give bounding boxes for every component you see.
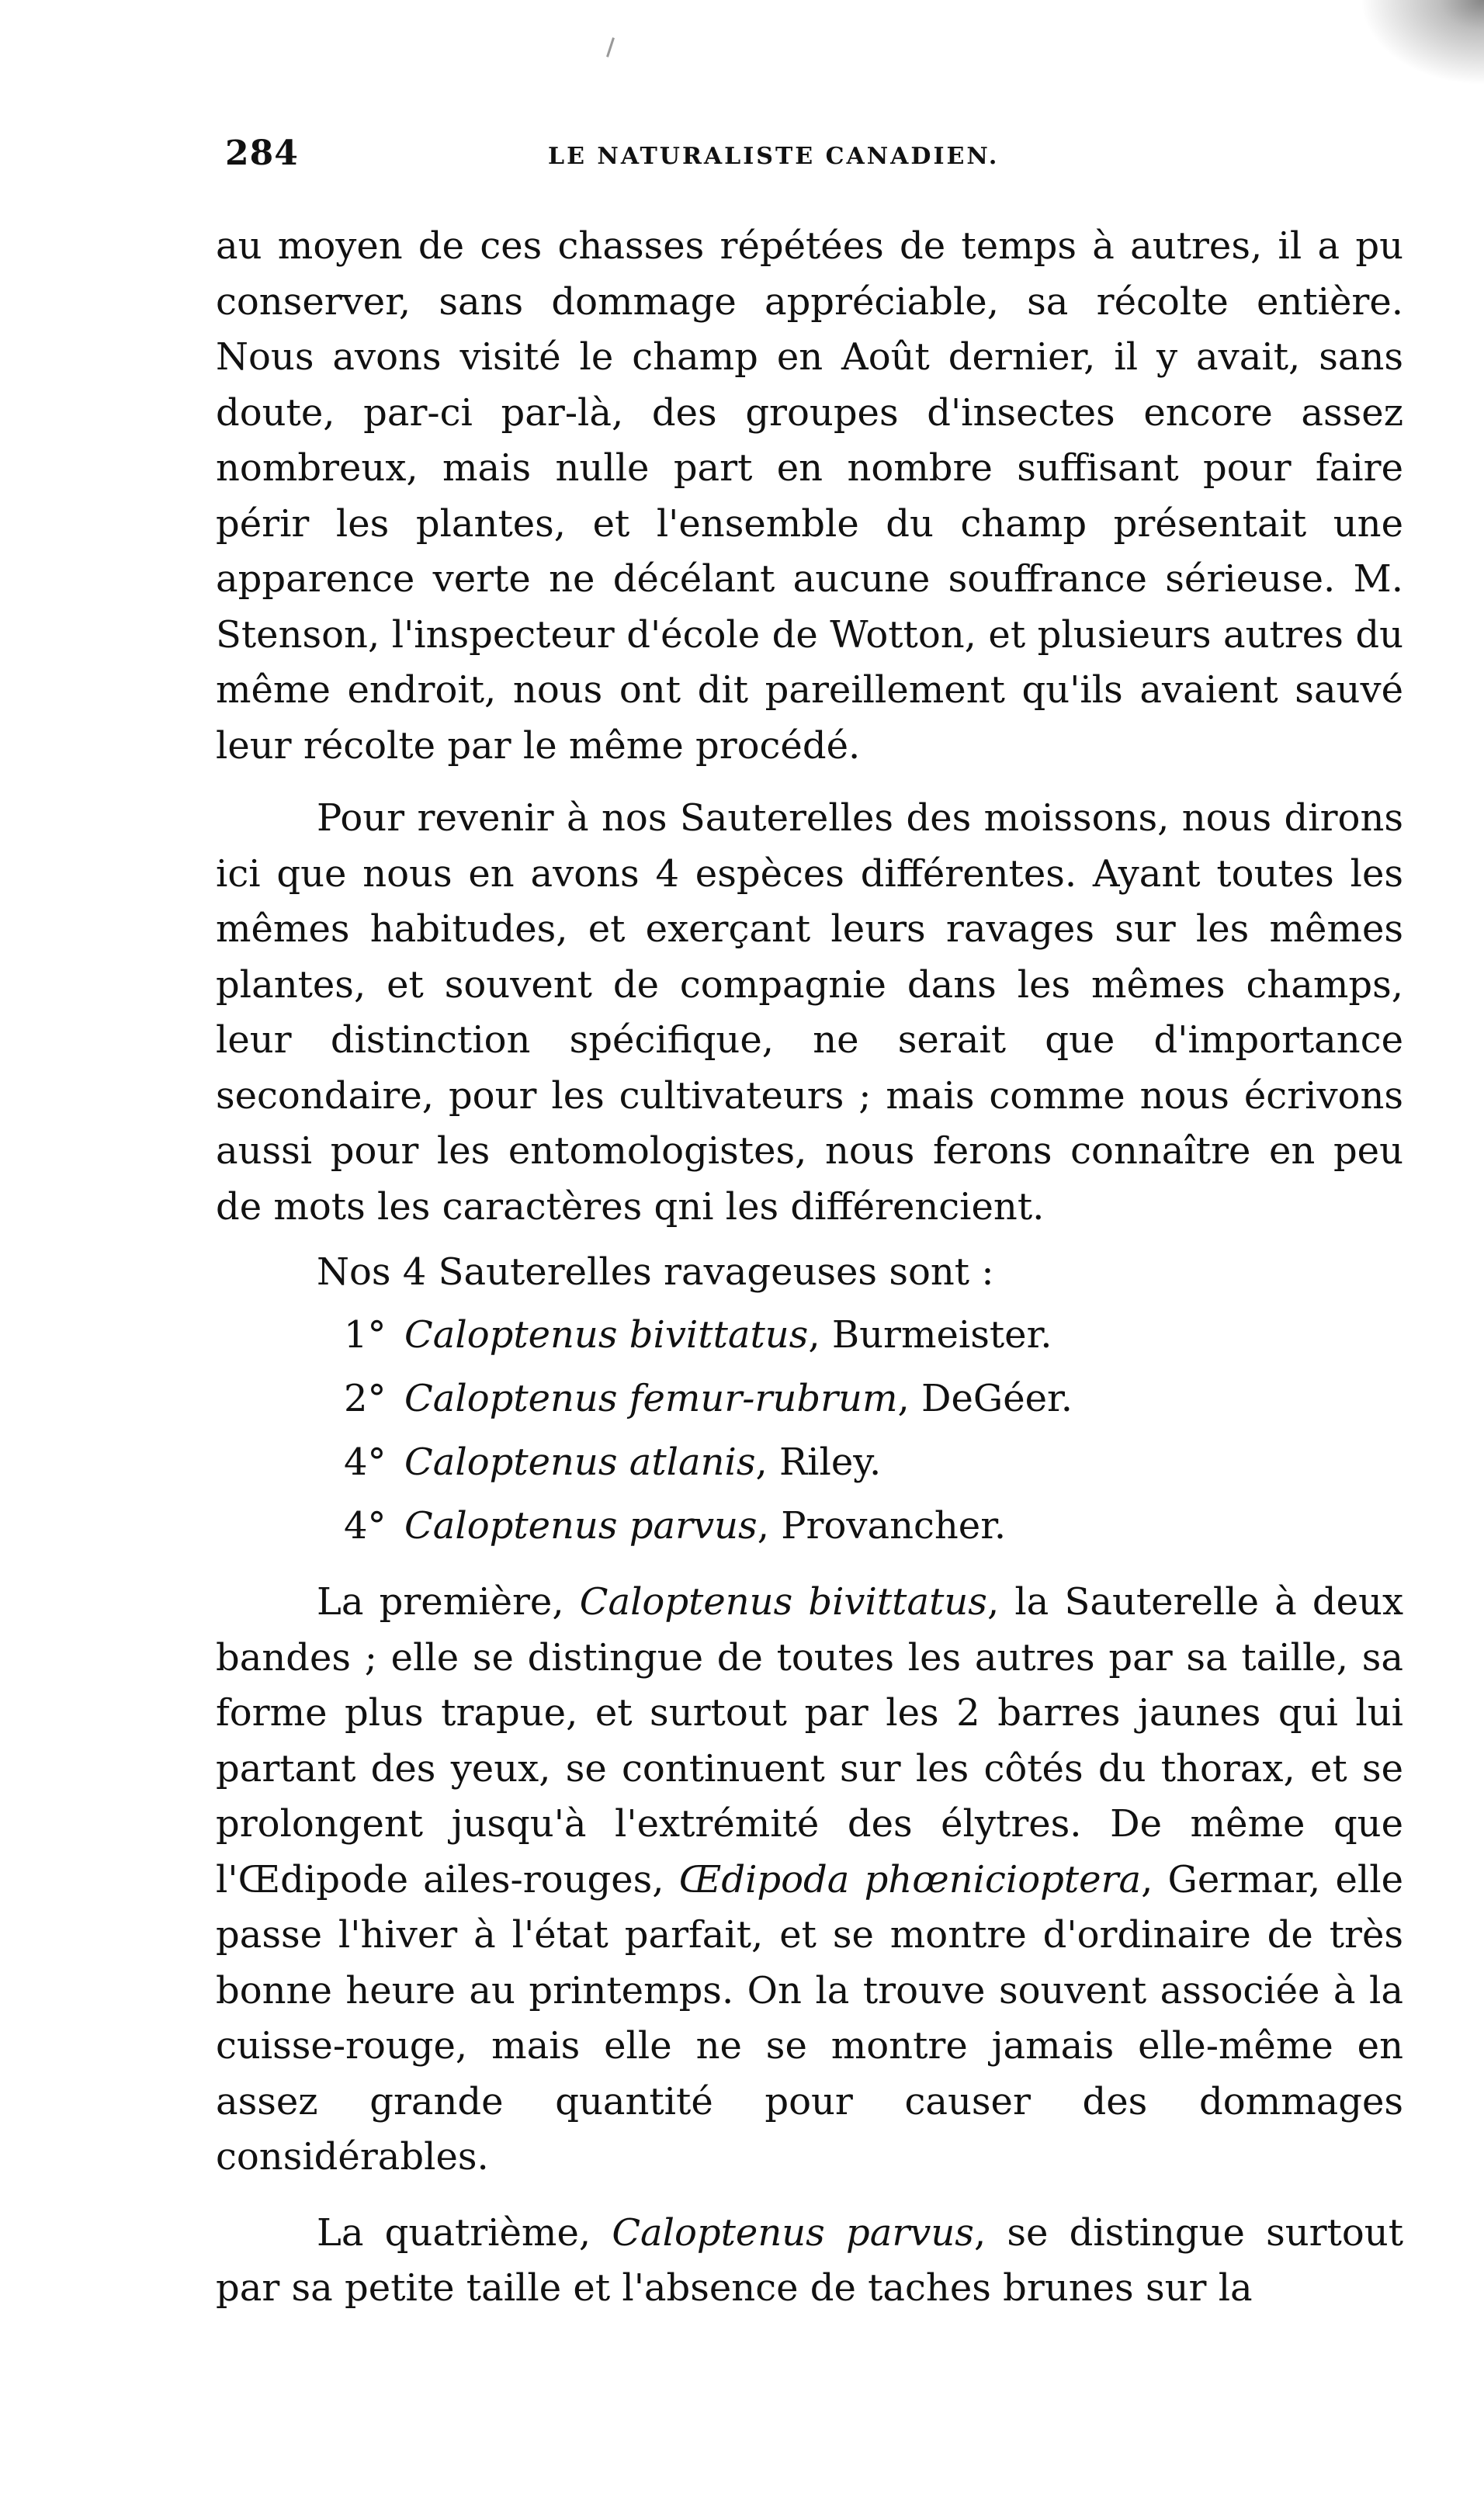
species-list [216, 1303, 1403, 1558]
paragraph-4-end: , se distingue surtout par sa petite taille et l'absence de taches brunes sur la [216, 2210, 1404, 2310]
body-text [216, 219, 1403, 2317]
scan-noise-corner [1360, 0, 1484, 85]
paragraph-4 [216, 2206, 1403, 2317]
paragraph-1: au moyen de ces chasses répétées de temps à autres, il a pu conserver, sans dommage appréciable, sa récolte entière. Nous avons visité le champ en Août dernier, il y avait, sans doute, par-ci par-là, des groupes d'insectes encore assez nombreux, mais nulle part en nombre suffisant pour faire périr les plantes, et l'ensemble du champ présentait une apparence verte ne décélant aucune souffrance sérieuse. M. Stenson, l'inspecteur d'école de Wotton, et plusieurs autres du même endroit, nous ont dit pareillement qu'ils avaient sauvé leur récolte par le même procédé. [216, 224, 1403, 768]
species-reference: Caloptenus bivittatus [579, 1580, 987, 1624]
species-list-intro: Nos 4 Sauterelles ravageuses sont : [317, 1250, 994, 1294]
species-name: Caloptenus bivittatus [404, 1313, 809, 1357]
species-item [216, 1367, 1403, 1430]
species-item [216, 1494, 1403, 1558]
species-author: , Riley. [755, 1440, 882, 1484]
paragraph-3-middle: , la Sauterelle à deux bandes ; elle se distingue de toutes les autres par sa taille, sa forme plus trapue, et surtout par les 2 barres jaunes qui lui partant des yeux, se continuent sur les côtés du thorax, et se prolongent jusqu'à l'extrémité des élytres. De même que l'Œdipode ailes-rouges, [216, 1580, 1404, 1901]
paragraph-3-start: La première, [317, 1580, 580, 1624]
paragraph-3-end: , Germar, elle passe l'hiver à l'état parfait, et se montre d'ordinaire de très bonne heure au printemps. On la trouve souvent associée à la cuisse-rouge, mais elle ne se montre jamais elle-même en assez grande quantité pour causer des dommages considérables. [216, 1857, 1404, 2179]
species-item [216, 1303, 1403, 1367]
running-title: LE NATURALISTE CANADIEN. [548, 143, 1000, 170]
species-number: 4° [344, 1504, 387, 1548]
species-name: Caloptenus parvus [404, 1504, 758, 1548]
species-reference: Œdipoda phœnicioptera [678, 1857, 1142, 1901]
paragraph-3 [216, 1575, 1403, 2186]
species-author: , Burmeister. [808, 1313, 1052, 1357]
species-number: 1° [344, 1313, 387, 1357]
species-author: , Provancher. [757, 1504, 1007, 1548]
scan-mark [606, 37, 615, 57]
species-author: , DeGéer. [897, 1377, 1073, 1420]
species-name: Caloptenus femur-rubrum [404, 1377, 898, 1420]
species-number: 4° [344, 1440, 387, 1484]
paragraph-2: Pour revenir à nos Sauterelles des moissons, nous dirons ici que nous en avons 4 espèces différentes. Ayant toutes les mêmes habitudes, et exerçant leurs ravages sur les mêmes plantes, et souvent de compagnie dans les mêmes champs, leur distinction spécifique, ne serait que d'importance secondaire, pour les cultivateurs ; mais comme nous écrivons aussi pour les entomologistes, nous ferons connaître en peu de mots les caractères qni les différencient. [216, 796, 1403, 1229]
species-reference: Caloptenus parvus [612, 2210, 974, 2255]
paragraph-4-start: La quatrième, [317, 2210, 612, 2255]
species-name: Caloptenus atlanis [404, 1440, 756, 1484]
species-item [216, 1430, 1403, 1494]
species-number: 2° [344, 1377, 387, 1420]
page-number: 284 [225, 133, 299, 173]
running-header [0, 133, 1484, 188]
